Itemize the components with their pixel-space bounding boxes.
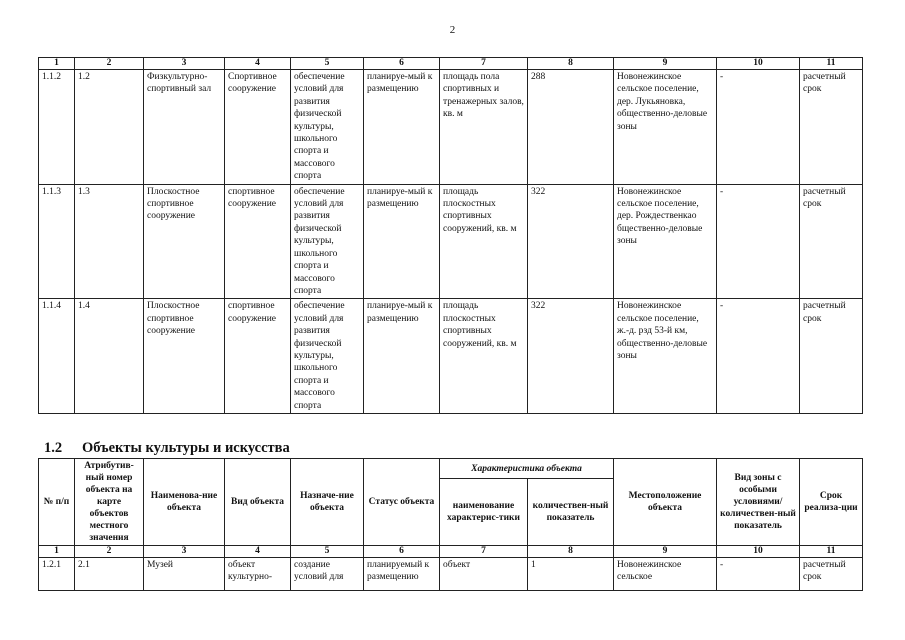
special-zone: - (717, 299, 800, 414)
header-implementation-term: Срок реализа-ции (800, 459, 863, 546)
object-name: Музей (144, 558, 225, 591)
implementation-term: расчетный срок (800, 299, 863, 414)
header-characteristics: Характеристика объекта (440, 459, 614, 479)
column-number: 2 (75, 546, 144, 558)
object-type: Спортивное сооружение (225, 70, 291, 185)
section-number: 1.2 (44, 440, 63, 456)
object-location: Новонежинское сельское поселение, дер. Лукьяновка, общественно-деловые зоны (614, 70, 717, 185)
column-number: 1 (39, 546, 75, 558)
object-purpose: обеспечение условий для развития физической культуры, школьного спорта и массового спорта (291, 70, 364, 185)
special-zone: - (717, 184, 800, 299)
characteristic-name: площадь пола спортивных и тренажерных залов, кв. м (440, 70, 528, 185)
column-number: 11 (800, 58, 863, 70)
object-purpose: обеспечение условий для развития физической культуры, школьного спорта и массового спорта (291, 184, 364, 299)
object-name: Физкультурно-спортивный зал (144, 70, 225, 185)
object-type: объект культурно- (225, 558, 291, 591)
header-object-status: Статус объекта (364, 459, 440, 546)
column-number: 5 (291, 58, 364, 70)
column-number: 8 (528, 546, 614, 558)
row-number: 1.1.2 (39, 70, 75, 185)
column-number-row (39, 546, 863, 558)
object-status: планируе-мый к размещению (364, 299, 440, 414)
special-zone: - (717, 558, 800, 591)
characteristic-value: 1 (528, 558, 614, 591)
characteristic-name: объект (440, 558, 528, 591)
special-zone: - (717, 70, 800, 185)
characteristic-value: 322 (528, 184, 614, 299)
table-row (39, 184, 863, 299)
section-heading (44, 440, 290, 457)
header-object-location: Местоположение объекта (614, 459, 717, 546)
column-number: 7 (440, 546, 528, 558)
table-row (39, 299, 863, 414)
object-type: спортивное сооружение (225, 299, 291, 414)
column-number: 3 (144, 58, 225, 70)
characteristic-name: площадь плоскостных спортивных сооружений, кв. м (440, 184, 528, 299)
table-header-row (39, 459, 863, 479)
object-name: Плоскостное спортивное сооружение (144, 184, 225, 299)
characteristic-name: площадь плоскостных спортивных сооружений, кв. м (440, 299, 528, 414)
attribute-number: 2.1 (75, 558, 144, 591)
attribute-number: 1.2 (75, 70, 144, 185)
column-number: 10 (717, 546, 800, 558)
column-number: 4 (225, 546, 291, 558)
table-row (39, 558, 863, 591)
row-number: 1.1.3 (39, 184, 75, 299)
header-special-zone: Вид зоны с особыми условиями/ количествен-ный показатель (717, 459, 800, 546)
table-row (39, 70, 863, 185)
page-number: 2 (449, 24, 456, 36)
object-purpose: обеспечение условий для развития физической культуры, школьного спорта и массового спорта (291, 299, 364, 414)
characteristic-value: 288 (528, 70, 614, 185)
header-characteristic-value: количествен-ный показатель (528, 479, 614, 546)
object-location: Новонежинское сельское (614, 558, 717, 591)
culture-objects-table (38, 458, 863, 591)
column-number: 7 (440, 58, 528, 70)
column-number: 9 (614, 58, 717, 70)
column-number: 11 (800, 546, 863, 558)
object-type: спортивное сооружение (225, 184, 291, 299)
column-number: 9 (614, 546, 717, 558)
section-title: Объекты культуры и искусства (82, 440, 290, 456)
object-location: Новонежинское сельское поселение, ж.-д. рзд 53-й км, общественно-деловые зоны (614, 299, 717, 414)
column-number: 5 (291, 546, 364, 558)
object-location: Новонежинское сельское поселение, дер. Рождественкао бщественно-деловые зоны (614, 184, 717, 299)
column-number: 6 (364, 58, 440, 70)
header-object-purpose: Назначе-ние объекта (291, 459, 364, 546)
row-number: 1.1.4 (39, 299, 75, 414)
header-characteristic-name: наименование характерис-тики (440, 479, 528, 546)
header-row-number: № п/п (39, 459, 75, 546)
sports-facilities-table (38, 57, 863, 414)
implementation-term: расчетный срок (800, 558, 863, 591)
object-status: планируе-мый к размещению (364, 184, 440, 299)
implementation-term: расчетный срок (800, 70, 863, 185)
object-purpose: создание условий для (291, 558, 364, 591)
column-number: 4 (225, 58, 291, 70)
column-number: 2 (75, 58, 144, 70)
header-attribute-number: Атрибутив-ный номер объекта на карте объектов местного значения (75, 459, 144, 546)
attribute-number: 1.3 (75, 184, 144, 299)
column-number: 8 (528, 58, 614, 70)
implementation-term: расчетный срок (800, 184, 863, 299)
column-number: 3 (144, 546, 225, 558)
object-status: планируе-мый к размещению (364, 70, 440, 185)
characteristic-value: 322 (528, 299, 614, 414)
attribute-number: 1.4 (75, 299, 144, 414)
row-number: 1.2.1 (39, 558, 75, 591)
object-status: планируемый к размещению (364, 558, 440, 591)
column-number: 10 (717, 58, 800, 70)
object-name: Плоскостное спортивное сооружение (144, 299, 225, 414)
header-object-name: Наименова-ние объекта (144, 459, 225, 546)
column-number-row (39, 58, 863, 70)
header-object-type: Вид объекта (225, 459, 291, 546)
column-number: 6 (364, 546, 440, 558)
column-number: 1 (39, 58, 75, 70)
